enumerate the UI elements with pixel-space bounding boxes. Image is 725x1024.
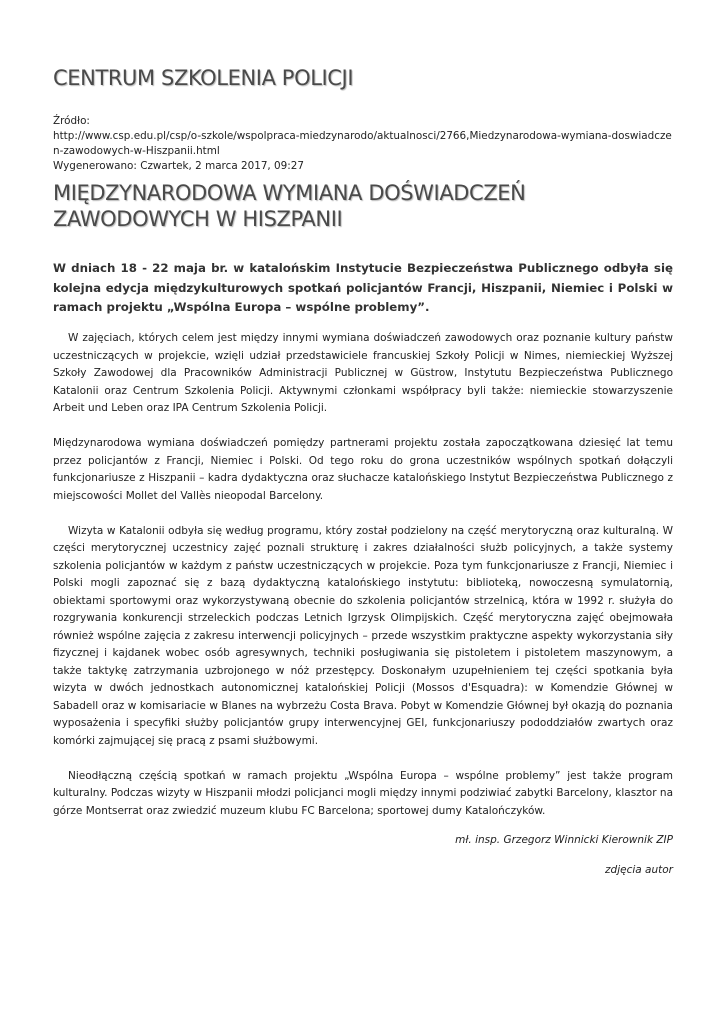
author-signature: mł. insp. Grzegorz Winnicki Kierownik ZIP (455, 834, 673, 846)
generated-date: Wygenerowano: Czwartek, 2 marca 2017, 09:27 (53, 160, 304, 172)
article-paragraph: Nieodłączną częścią spotkań w ramach projektu „Wspólna Europa – wspólne problemy” jest także program kulturalny. Podczas wizyty w Hiszpanii młodzi policjanci mogli między innymi podziwiać zabytki Barcelony, klasztor na górze Montserrat oraz zwiedzić muzeum klubu FC Barcelona; sportowej dumy Katalończyków. (53, 769, 673, 817)
article-paragraph: Wizyta w Katalonii odbyła się według programu, który został podzielony na część merytoryczną oraz kulturalną. W części merytorycznej uczestnicy zajęć poznali strukturę i zakres działalności służb policyjnych, a także systemy szkolenia policjantów w każdym z państw uczestniczących w projekcie. Poza tym funkcjonariusze z Francji, Niemiec i Polski mogli zapoznać się z bazą dydaktyczną katalońskiego instytutu: biblioteką, nowoczesną symulatornią, obiektami sportowymi oraz wykorzystywaną obecnie do szkolenia policjantów strzelnicą, która w 1992 r. służyła do rozgrywania konkurencji strzeleckich podczas Letnich Igrzysk Olimpijskich. Część merytoryczna zajęć obejmowała również wspólne zajęcia z zakresu interwencji policyjnych – przede wszystkim praktyczne aspekty wykorzystania siły fizycznej i kajdanek wobec osób agresywnych, techniki posługiwania się pistoletem i pistoletem maszynowym, a także taktykę zatrzymania uzbrojonego w nóż przestępcy. Doskonałym uzupełnieniem tej części spotkania była wizyta w dwóch jednostkach autonomicznej katalońskiej Policji (Mossos d'Esquadra): w Komendzie Głównej w Sabadell oraz w komisariacie w Blanes na wybrzeżu Costa Brava. Pobyt w Komendzie Głównej był okazją do poznania wyposażenia i specyfiki służby policjantów grupy interwencyjnej GEI, funkcjonariuszy pododdziałów zwartych oraz komórki zajmującej się pracą z psami służbowymi. (53, 524, 673, 747)
photo-credit: zdjęcia autor (605, 864, 673, 876)
article-paragraph: W zajęciach, których celem jest między innymi wymiana doświadczeń zawodowych oraz poznanie kultury państw uczestniczących w projekcie, wzięli udział przedstawiciele francuskiej Szkoły Policji w Nimes, niemieckiej Wyższej Szkoły Zawodowej dla Pracowników Administracji Publicznej w Güstrow, Instytutu Bezpieczeństwa Publicznego Katalonii oraz Centrum Szkolenia Policji. Aktywnymi członkami współpracy byli także: niemieckie stowarzyszenie Arbeit und Leben oraz IPA Centrum Szkolenia Policji. (53, 332, 673, 414)
article-title: MIĘDZYNARODOWA WYMIANA DOŚWIADCZEŃ ZAWODOWYCH W HISZPANII (53, 181, 526, 231)
source-meta (53, 114, 673, 174)
source-url[interactable]: http://www.csp.edu.pl/csp/o-szkole/wspolpraca-miedzynarodo/aktualnosci/2766,Miedzynarodowa-wymiana-doswiadczen-zawodowych-w-Hiszpanii.html (53, 130, 672, 157)
article-paragraph: Międzynarodowa wymiana doświadczeń pomiędzy partnerami projektu została zapoczątkowana dziesięć lat temu przez policjantów z Francji, Niemiec i Polski. Od tego roku do grona uczestników wspólnych spotkań dołączyli funkcjonariusze z Hiszpanii – kadra dydaktyczna oraz słuchacze katalońskiego Instytut Bezpieczeństwa Publicznego z miejscowości Mollet del Vallès nieopodal Barcelony. (53, 437, 673, 502)
article-body (53, 330, 673, 838)
article-lead: W dniach 18 - 22 maja br. w katalońskim Instytucie Bezpieczeństwa Publicznego odbyła się kolejna edycja międzykulturowych spotkań policjantów Francji, Hiszpanii, Niemiec i Polski w ramach projektu „Wspólna Europa – wspólne problemy”. (53, 261, 673, 314)
source-label: Źródło: (53, 115, 90, 127)
site-title: CENTRUM SZKOLENIA POLICJI (53, 66, 354, 90)
